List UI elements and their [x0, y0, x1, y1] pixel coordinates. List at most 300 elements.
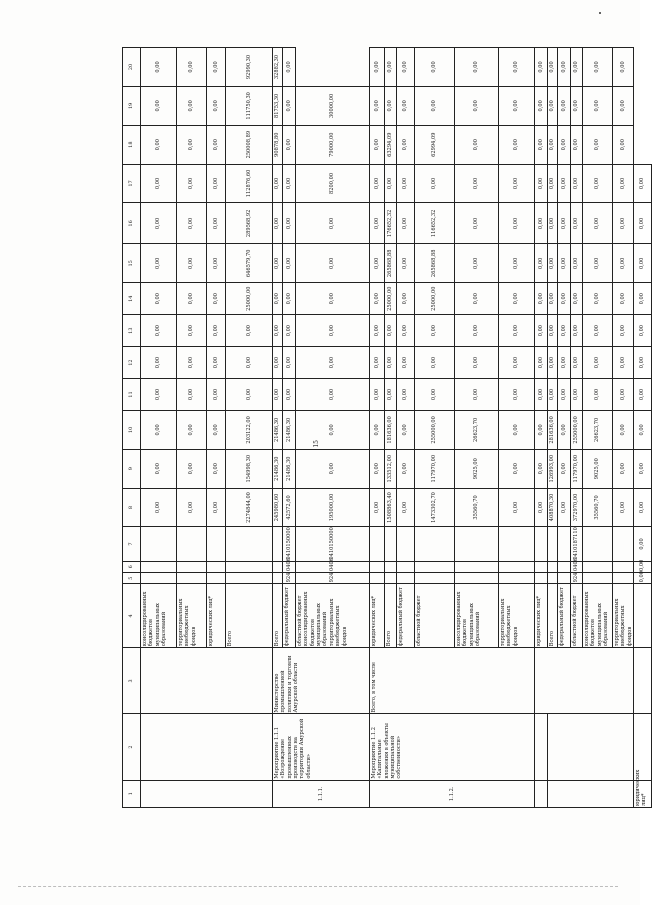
- table-cell: 0,00: [613, 347, 634, 379]
- table-cell: 0,00: [634, 527, 652, 561]
- table-cell: 117970,00: [415, 449, 455, 488]
- column-number: 12: [123, 347, 141, 379]
- table-cell: 281636,00: [548, 410, 558, 449]
- table-cell: 112876,60: [226, 164, 273, 203]
- table-cell: 0,00: [558, 244, 571, 283]
- column-number: 16: [123, 203, 141, 244]
- table-cell: 0,00: [571, 48, 583, 87]
- table-cell: [141, 714, 273, 780]
- table-cell: 0,00: [370, 244, 385, 283]
- table-cell: 0,00: [455, 164, 499, 203]
- table-cell: 0,00: [499, 410, 535, 449]
- table-cell: 0,00: [207, 244, 226, 283]
- table-cell: [583, 527, 613, 561]
- table-cell: 0,00: [535, 410, 548, 449]
- table-cell: федеральный бюджет: [558, 584, 571, 648]
- column-number: 1: [123, 780, 141, 807]
- table-cell: 0,00: [548, 283, 558, 315]
- table-cell: 0,00: [370, 164, 385, 203]
- table-cell: 0,00: [613, 86, 634, 125]
- table-cell: 0,00: [397, 203, 415, 244]
- table-cell: [558, 527, 571, 561]
- table-cell: [558, 572, 571, 583]
- table-cell: 0,00: [397, 315, 415, 347]
- table-cell: 0,00: [283, 164, 296, 203]
- table-cell: [499, 572, 535, 583]
- table-cell: [548, 714, 634, 780]
- table-cell: 0,00: [499, 86, 535, 125]
- table-cell: 0,00: [499, 164, 535, 203]
- table-cell: 0,00: [558, 347, 571, 379]
- table-cell: 0,00: [613, 379, 634, 411]
- table-cell: [177, 572, 207, 583]
- table-cell: [370, 572, 385, 583]
- table-cell: 0,00: [455, 379, 499, 411]
- table-cell: 0,00: [571, 283, 583, 315]
- table-cell: [141, 572, 177, 583]
- table-cell: 35560,70: [583, 488, 613, 527]
- table-cell: 0,00: [535, 86, 548, 125]
- column-number: 15: [123, 244, 141, 283]
- table-cell: 0406: [283, 561, 296, 572]
- table-cell: консолидированных бюджетов муниципальных образований: [141, 584, 177, 648]
- table-cell: 0,00: [415, 315, 455, 347]
- table-cell: [141, 780, 273, 807]
- rotated-table-sheet: [122, 47, 648, 808]
- table-cell: [548, 780, 634, 807]
- table-cell: 0,00: [613, 283, 634, 315]
- table-cell: 0,00: [141, 86, 177, 125]
- table-cell: [455, 572, 499, 583]
- table-cell: 0,00: [499, 488, 535, 527]
- column-number: 14: [123, 283, 141, 315]
- table-header-row: [123, 48, 141, 808]
- table-cell: 0,00: [613, 125, 634, 164]
- table-cell: 0,00: [296, 315, 370, 347]
- table-cell: 1473302,70: [415, 488, 455, 527]
- table-cell: [397, 561, 415, 572]
- table-cell: 0,00: [370, 315, 385, 347]
- table-cell: 111750,30: [226, 86, 273, 125]
- table-cell: 0,00: [613, 164, 634, 203]
- table-cell: [499, 561, 535, 572]
- table-cell: 0,00: [141, 244, 177, 283]
- table-cell: 0,00: [548, 48, 558, 87]
- table-cell: 42572,60: [283, 488, 296, 527]
- table-cell: 0,00: [415, 347, 455, 379]
- table-row: [141, 48, 177, 808]
- table-cell: юридических лиц*: [370, 584, 385, 648]
- table-cell: 0,00: [177, 86, 207, 125]
- table-cell: 0,00: [283, 125, 296, 164]
- table-cell: [141, 561, 177, 572]
- table-cell: 26623,70: [583, 410, 613, 449]
- table-cell: 0,00: [535, 125, 548, 164]
- table-cell: 0,00: [385, 379, 397, 411]
- table-cell: 0,00: [634, 315, 652, 347]
- table-cell: 133512,00: [385, 449, 397, 488]
- table-cell: 0,00: [370, 203, 385, 244]
- table-cell: 0,00: [535, 315, 548, 347]
- table-cell: 0,00: [177, 449, 207, 488]
- table-cell: 0,00: [583, 203, 613, 244]
- column-number: 18: [123, 125, 141, 164]
- table-cell: 21486,30: [273, 449, 283, 488]
- table-cell: 30000,00: [296, 86, 370, 125]
- table-cell: консолидированных бюджетов муниципальных образований: [455, 584, 499, 648]
- table-cell: 0,00: [296, 283, 370, 315]
- table-cell: 0,00: [613, 410, 634, 449]
- table-cell: 0,00: [273, 203, 283, 244]
- table-cell: 0,00: [499, 449, 535, 488]
- table-cell: [141, 527, 177, 561]
- table-cell: 0,00: [283, 315, 296, 347]
- table-cell: 117970,00: [571, 449, 583, 488]
- table-cell: 0,00: [283, 203, 296, 244]
- table-cell: 0,00: [273, 379, 283, 411]
- table-cell: 126993,00: [548, 449, 558, 488]
- table-cell: 0,00: [558, 86, 571, 125]
- table-cell: 0,00: [370, 488, 385, 527]
- table-cell: 0,00: [283, 48, 296, 87]
- table-cell: [397, 527, 415, 561]
- table-cell: 0,00: [558, 379, 571, 411]
- table-cell: 2274844,00: [226, 488, 273, 527]
- table-cell: 0,00: [397, 125, 415, 164]
- table-cell: 21486,30: [283, 449, 296, 488]
- table-cell: [634, 584, 652, 648]
- table-cell: [226, 561, 273, 572]
- table-cell: 0,00: [283, 283, 296, 315]
- table-cell: 0,00: [548, 347, 558, 379]
- table-cell: 0,00: [583, 86, 613, 125]
- table-cell: 0,00: [535, 488, 548, 527]
- table-row: [634, 48, 652, 808]
- table-cell: Всего: [548, 584, 558, 648]
- table-cell: 0,00: [548, 164, 558, 203]
- table-cell: 0,00: [455, 283, 499, 315]
- column-number: 6: [123, 561, 141, 572]
- table-cell: 0,00: [548, 203, 558, 244]
- table-cell: 195000,00: [296, 488, 370, 527]
- column-number: 7: [123, 527, 141, 561]
- table-cell: 0,00: [583, 347, 613, 379]
- table-cell: 0,00: [370, 347, 385, 379]
- column-number: 3: [123, 648, 141, 714]
- table-cell: 1.1.1.: [273, 780, 370, 807]
- table-cell: 0,00: [499, 48, 535, 87]
- table-cell: 0,00: [207, 315, 226, 347]
- table-cell: 0,00: [273, 283, 283, 315]
- table-cell: 0,00: [296, 347, 370, 379]
- table-cell: 0,00: [634, 410, 652, 449]
- table-cell: 0,00: [535, 347, 548, 379]
- table-cell: 0,00: [571, 315, 583, 347]
- table-cell: [207, 572, 226, 583]
- table-cell: 0,00: [370, 410, 385, 449]
- table-cell: 0,00: [548, 86, 558, 125]
- table-cell: 0,00: [397, 449, 415, 488]
- table-cell: 0,00: [613, 244, 634, 283]
- table-cell: 0410150000: [283, 527, 296, 561]
- table-cell: 0,00: [571, 125, 583, 164]
- table-cell: [455, 527, 499, 561]
- table-cell: 35560,70: [455, 488, 499, 527]
- table-cell: 255000,00: [571, 410, 583, 449]
- table-cell: 0,00: [207, 410, 226, 449]
- table-cell: 25000,00: [415, 283, 455, 315]
- table-cell: 0,00: [177, 379, 207, 411]
- table-cell: областной бюджет консолидированных бюджетов муниципальных образований территориальных внебюджетных фондов: [296, 584, 370, 648]
- table-cell: 0,00: [455, 86, 499, 125]
- table-cell: [583, 561, 613, 572]
- table-cell: [385, 561, 397, 572]
- table-cell: [535, 780, 548, 807]
- table-cell: 0,00: [558, 283, 571, 315]
- table-cell: 0,00: [273, 244, 283, 283]
- table-cell: 0,00: [499, 203, 535, 244]
- table-cell: 0,00: [583, 283, 613, 315]
- table-cell: 90878,80: [273, 125, 283, 164]
- table-cell: 9025,00: [583, 449, 613, 488]
- table-cell: 0,00: [141, 315, 177, 347]
- table-cell: 0,00: [141, 125, 177, 164]
- table-cell: [499, 527, 535, 561]
- table-cell: 0,00: [613, 48, 634, 87]
- table-cell: [535, 714, 548, 780]
- table-cell: 0406: [571, 561, 583, 572]
- table-cell: 0,00: [177, 410, 207, 449]
- table-cell: областной бюджет: [571, 584, 583, 648]
- table-cell: [583, 572, 613, 583]
- table-cell: [558, 561, 571, 572]
- table-cell: 0,00: [415, 164, 455, 203]
- table-cell: 0,00: [141, 410, 177, 449]
- table-cell: 0,00: [613, 488, 634, 527]
- scan-bottom-edge: [18, 886, 618, 887]
- table-cell: областной бюджет: [415, 584, 455, 648]
- table-cell: 0,00: [141, 203, 177, 244]
- table-cell: Всего, в том числе: [370, 648, 535, 714]
- table-cell: 0,00: [634, 572, 652, 583]
- table-cell: 0,00: [548, 125, 558, 164]
- table-cell: 0410150000: [296, 527, 370, 561]
- table-cell: 0,00: [455, 347, 499, 379]
- table-cell: 0,00: [558, 48, 571, 87]
- table-cell: 0,00: [558, 125, 571, 164]
- table-cell: 0,00: [177, 347, 207, 379]
- table-cell: 0,00: [385, 315, 397, 347]
- table-cell: [207, 527, 226, 561]
- table-cell: 0,00: [634, 283, 652, 315]
- table-cell: 0,00: [634, 488, 652, 527]
- table-cell: 0,00: [571, 379, 583, 411]
- table-cell: [385, 527, 397, 561]
- table-cell: [535, 648, 634, 714]
- table-cell: 408870,30: [548, 488, 558, 527]
- column-number: 17: [123, 164, 141, 203]
- table-cell: 0,00: [583, 164, 613, 203]
- table-cell: 0,00: [535, 48, 548, 87]
- table-cell: 0,00: [548, 379, 558, 411]
- table-cell: 0,00: [296, 203, 370, 244]
- table-cell: 250008,89: [226, 125, 273, 164]
- table-cell: 0,00: [613, 449, 634, 488]
- table-cell: 0,00: [385, 86, 397, 125]
- table-cell: 0,00: [207, 48, 226, 87]
- table-cell: 79000,00: [296, 125, 370, 164]
- table-cell: 0,00: [571, 203, 583, 244]
- column-number: 10: [123, 410, 141, 449]
- table-cell: 0,00: [558, 315, 571, 347]
- table-cell: 0,00: [397, 410, 415, 449]
- table-cell: 0,00: [634, 203, 652, 244]
- table-cell: территориальных внебюджетных фондов: [613, 584, 634, 648]
- table-cell: 0,00: [571, 164, 583, 203]
- table-cell: 0,00: [283, 347, 296, 379]
- table-cell: 0,00: [141, 488, 177, 527]
- table-cell: 265868,88: [415, 244, 455, 283]
- table-cell: 63294,09: [385, 125, 397, 164]
- table-cell: 0,00: [613, 203, 634, 244]
- table-row: [535, 48, 548, 808]
- table-cell: 0,00: [548, 315, 558, 347]
- table-cell: 0,00: [571, 347, 583, 379]
- table-cell: 0,00: [141, 449, 177, 488]
- table-cell: [207, 561, 226, 572]
- table-cell: 0,00: [583, 315, 613, 347]
- table-cell: федеральный бюджет: [397, 584, 415, 648]
- table-cell: 0,00: [226, 315, 273, 347]
- table-cell: [385, 572, 397, 583]
- column-number: 8: [123, 488, 141, 527]
- table-cell: 0,00: [296, 410, 370, 449]
- table-cell: 0,00: [397, 283, 415, 315]
- table-cell: [397, 572, 415, 583]
- table-cell: 0,00: [385, 347, 397, 379]
- table-cell: 0,00: [207, 379, 226, 411]
- table-cell: [535, 572, 548, 583]
- table-cell: 0,00: [455, 48, 499, 87]
- table-cell: [613, 527, 634, 561]
- table-cell: 0,00: [583, 125, 613, 164]
- table-row: [273, 48, 283, 808]
- table-cell: 0,00: [455, 315, 499, 347]
- table-cell: 0,00: [583, 244, 613, 283]
- table-cell: 0,00: [499, 315, 535, 347]
- table-cell: 0,00: [535, 203, 548, 244]
- table-cell: [370, 527, 385, 561]
- table-cell: 0,00: [283, 379, 296, 411]
- table-cell: 0,00: [207, 164, 226, 203]
- table-cell: 0,00: [397, 86, 415, 125]
- table-cell: 0,00: [499, 283, 535, 315]
- table-cell: 0,00: [296, 449, 370, 488]
- table-cell: 0,00: [415, 86, 455, 125]
- table-cell: 0,00: [273, 164, 283, 203]
- table-cell: 32882,30: [273, 48, 283, 87]
- table-cell: 289568,92: [226, 203, 273, 244]
- table-cell: 0,00: [141, 164, 177, 203]
- table-cell: 25000,00: [226, 283, 273, 315]
- column-number: 5: [123, 572, 141, 583]
- table-cell: 0,00: [283, 86, 296, 125]
- table-cell: 0,00: [583, 379, 613, 411]
- table-cell: 0,00: [415, 48, 455, 87]
- table-cell: 181636,00: [385, 410, 397, 449]
- table-cell: 924: [283, 572, 296, 583]
- column-number: 13: [123, 315, 141, 347]
- table-cell: территориальных внебюджетных фондов: [177, 584, 207, 648]
- table-cell: 0,00: [177, 315, 207, 347]
- table-cell: 265868,88: [385, 244, 397, 283]
- table-cell: 0,00: [558, 164, 571, 203]
- table-cell: [273, 527, 283, 561]
- table-cell: [548, 572, 558, 583]
- table-cell: 154998,30: [226, 449, 273, 488]
- table-cell: юридических лиц*: [207, 584, 226, 648]
- table-cell: 0,00: [499, 379, 535, 411]
- table-cell: [177, 527, 207, 561]
- table-cell: консолидированных бюджетов муниципальных образований: [583, 584, 613, 648]
- table-cell: 0,00: [226, 347, 273, 379]
- table-cell: 0,00: [141, 379, 177, 411]
- table-cell: 0,00: [177, 203, 207, 244]
- table-cell: 0,00: [571, 86, 583, 125]
- table-cell: 0,00: [634, 164, 652, 203]
- column-number: 2: [123, 714, 141, 780]
- table-cell: 0,00: [583, 48, 613, 87]
- table-cell: 0,00: [370, 379, 385, 411]
- table-cell: 1508863,40: [385, 488, 397, 527]
- table-cell: 646579,70: [226, 244, 273, 283]
- table-cell: 0,00: [226, 379, 273, 411]
- table-cell: Всего: [273, 584, 283, 648]
- table-cell: 0,00: [499, 347, 535, 379]
- table-cell: 0,00: [535, 164, 548, 203]
- table-cell: 25000,00: [385, 283, 397, 315]
- table-cell: 0,00: [499, 125, 535, 164]
- table-cell: 0,00: [273, 315, 283, 347]
- scan-speck: [599, 12, 601, 14]
- table-cell: 21486,30: [283, 410, 296, 449]
- table-cell: 0,00: [634, 347, 652, 379]
- table-cell: 0,00: [207, 283, 226, 315]
- table-cell: 0,00: [634, 449, 652, 488]
- table-cell: 0,00: [535, 244, 548, 283]
- table-cell: 0,00: [296, 244, 370, 283]
- page-number: 15: [313, 440, 320, 448]
- table-cell: 0,00: [370, 86, 385, 125]
- table-cell: 0,00: [455, 244, 499, 283]
- table-cell: 924: [296, 572, 370, 583]
- table-cell: Мероприятие 1.1.2 «Капитальные вложения в объекты муниципальной собственности»: [370, 714, 535, 780]
- table-cell: Мероприятие 1.1.1 «Возрождение промышленных производств на территории Амурской области»: [273, 714, 370, 780]
- table-cell: 0,00: [370, 449, 385, 488]
- table-cell: 0,00: [613, 315, 634, 347]
- table-cell: [415, 527, 455, 561]
- column-number: 19: [123, 86, 141, 125]
- table-cell: 0,00: [634, 561, 652, 572]
- table-cell: [141, 648, 273, 714]
- funding-table: [122, 47, 652, 808]
- table-cell: 0,00: [634, 244, 652, 283]
- column-number: 11: [123, 379, 141, 411]
- table-cell: [613, 572, 634, 583]
- table-cell: 0,00: [370, 48, 385, 87]
- table-cell: федеральный бюджет: [283, 584, 296, 648]
- table-cell: Всего: [385, 584, 397, 648]
